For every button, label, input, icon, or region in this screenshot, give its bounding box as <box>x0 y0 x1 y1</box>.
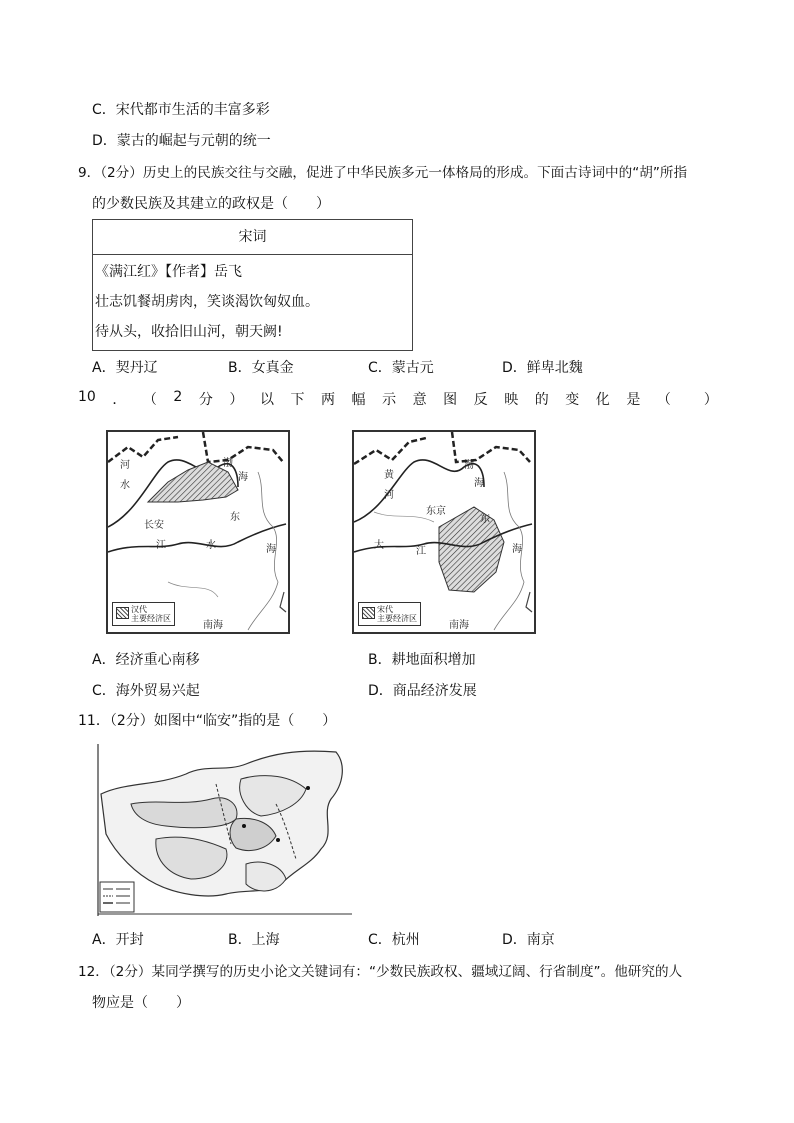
q10-stem-char: 示 <box>382 392 397 408</box>
song-map-label: 大 <box>374 540 384 551</box>
song-map-label: 江 <box>416 546 426 557</box>
song-map-label: 海 <box>512 544 522 555</box>
poem-title: 《满江红》【作者】岳飞 <box>95 264 242 280</box>
q10-stem-char: ． <box>112 392 127 408</box>
song-map-label: 东京 <box>426 506 446 517</box>
q10-stem-char: ） <box>703 392 718 408</box>
han-map-label: 海 <box>238 472 248 483</box>
q9-option-a: A．契丹辽 <box>92 360 158 376</box>
han-map-label: 水 <box>206 540 216 551</box>
q10-stem-char: 的 <box>534 392 549 408</box>
q10-stem-char: ） <box>229 392 244 408</box>
poem-line-1: 壮志饥餐胡虏肉，笑谈渴饮匈奴血。 <box>95 294 319 310</box>
q9-stem-line2: 的少数民族及其建立的政权是（ ） <box>92 196 330 212</box>
q9-option-c: C．蒙古元 <box>368 360 434 376</box>
song-map-label: 黄 <box>384 470 394 481</box>
q12-stem-line1: 12．（2分）某同学撰写的历史小论文关键词有：“少数民族政权、疆域辽阔、行省制度”。他研究的人 <box>78 964 683 980</box>
q12-stem-line2: 物应是（ ） <box>92 995 190 1011</box>
q10-stem-char: 分 <box>198 392 213 408</box>
q10-option-d: D．商品经济发展 <box>368 683 477 699</box>
han-map-label: 海 <box>266 544 276 555</box>
song-map-label: 海 <box>474 478 484 489</box>
legend-subtitle: 主要经济区 <box>377 614 417 623</box>
q10-option-a: A．经济重心南移 <box>92 652 200 668</box>
q10-stem-char: 以 <box>259 392 274 408</box>
q10-stem-char: 反 <box>473 392 488 408</box>
q10-stem-char: 图 <box>443 392 458 408</box>
q10-stem-char: 下 <box>290 392 305 408</box>
song-map-label: 渤 <box>464 460 474 471</box>
poem-line-2: 待从头，收拾旧山河，朝天阙! <box>95 324 283 340</box>
q11-stem: 11．（2分）如图中“临安”指的是（ ） <box>78 713 337 729</box>
q10-stem-char: 2 <box>173 389 183 405</box>
song-map-label: 河 <box>384 490 394 501</box>
han-map-label: 江 <box>156 540 166 551</box>
q10-stem-char: 化 <box>595 392 610 408</box>
q9-option-b: B．女真金 <box>228 360 294 376</box>
q10-stem-char: 两 <box>321 392 335 408</box>
q8-option-c: C．宋代都市生活的丰富多彩 <box>92 102 270 118</box>
southern-song-map <box>96 744 352 916</box>
han-map-label: 河 <box>120 460 130 471</box>
song-economic-map <box>352 430 536 634</box>
q8-option-d: D．蒙古的崛起与元朝的统一 <box>92 133 271 149</box>
legend-subtitle: 主要经济区 <box>131 614 171 623</box>
poem-table <box>92 219 413 351</box>
q10-stem-char: 映 <box>504 392 519 408</box>
q10-stem <box>78 389 718 409</box>
han-map-label: 东 <box>230 512 240 523</box>
han-map-label: 渤 <box>223 458 233 469</box>
q10-stem-char: （ <box>656 392 671 408</box>
q10-option-c: C．海外贸易兴起 <box>92 683 200 699</box>
song-map-legend <box>358 602 421 626</box>
q11-option-d: D．南京 <box>502 932 555 948</box>
han-map-legend <box>112 602 175 626</box>
han-map-label: 南海 <box>203 620 223 631</box>
q11-option-a: A．开封 <box>92 932 144 948</box>
q10-stem-char: 是 <box>626 392 641 408</box>
q10-stem-char: 意 <box>412 392 427 408</box>
q11-option-b: B．上海 <box>228 932 280 948</box>
q10-stem-char: 10 <box>78 389 96 405</box>
hatch-swatch-icon <box>116 607 129 619</box>
song-map-label: 南海 <box>449 620 469 631</box>
han-map-label: 水 <box>120 480 130 491</box>
q10-option-b: B．耕地面积增加 <box>368 652 476 668</box>
q10-stem-char: 变 <box>565 392 580 408</box>
q10-stem-char: （ <box>142 392 157 408</box>
legend-title: 汉代 <box>131 605 147 614</box>
southern-song-map-drawing <box>96 744 352 916</box>
q9-option-d: D．鲜卑北魏 <box>502 360 583 376</box>
hatch-swatch-icon <box>362 607 375 619</box>
legend-title: 宋代 <box>377 605 393 614</box>
han-map-label: 长安 <box>144 520 164 531</box>
q10-stem-char: 幅 <box>351 392 366 408</box>
han-economic-map <box>106 430 290 634</box>
q9-stem-line1: 9．（2分）历史上的民族交往与交融，促进了中华民族多元一体格局的形成。下面古诗词中的“胡”所指 <box>78 165 688 181</box>
song-map-label: 东 <box>480 514 490 525</box>
q11-option-c: C．杭州 <box>368 932 420 948</box>
poem-table-header: 宋词 <box>93 220 412 255</box>
